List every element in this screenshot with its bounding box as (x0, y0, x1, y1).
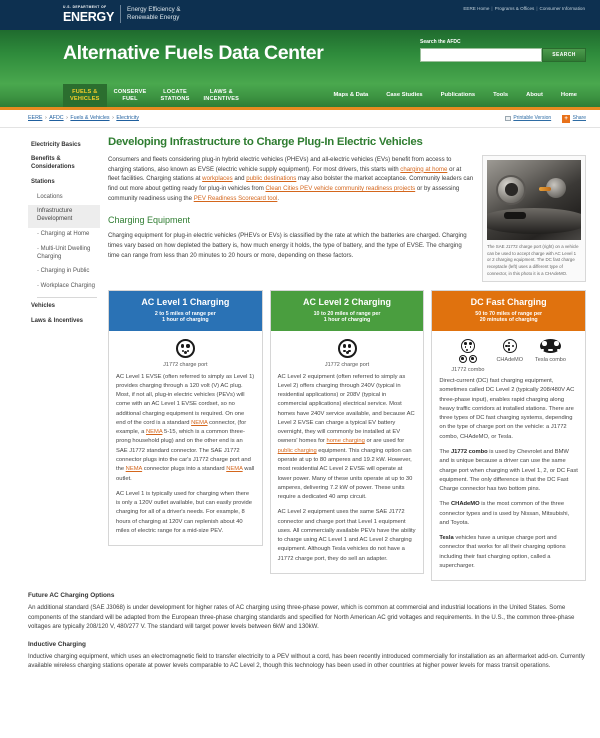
nav-fuels-vehicles-line1: FUELS & (72, 88, 98, 95)
share-label: Share (572, 114, 586, 121)
printable-version-label: Printable Version (513, 114, 552, 121)
dc-fast-receptacle-shape (496, 175, 526, 205)
charging-equipment-paragraph: Charging equipment for plug-in electric vehicles (PHEVs or EVs) is classified by the rate at which the batteries are charged. Charging times vary based on how depleted the battery is, how much energy it holds, the type of battery, and the type of EVSE. The charging time can range from less than 20 minutes to 20 hours or more, depending on these factors. (108, 232, 467, 259)
breadcrumb-sep-1: › (44, 114, 47, 121)
sidebar-item-laws-incentives[interactable]: Laws & Incentives (31, 317, 84, 324)
doe-energy-wordmark: ENERGY (63, 9, 114, 24)
breadcrumb-eere[interactable]: EERE (28, 114, 43, 121)
charge-port-photo-card (482, 155, 586, 282)
charge-port-photo-caption: The SAE J1772 charge port (right) on a vehicle can be used to accept charge with AC Level 1 or 2 charging equipment. The DC fast charge receptacle (left) uses a different type of connector, in this photo it is a CHAdeMO. (487, 244, 579, 276)
tesla-combo-connector-icon (540, 339, 561, 353)
eere-office-name (121, 6, 181, 22)
eere-office-line2: Renewable Energy (127, 14, 180, 22)
card-ac-level-2-title: AC Level 2 Charging (302, 297, 392, 308)
card-ac-level-2-port-label: J1772 charge port (324, 362, 370, 369)
nav-conserve-fuel[interactable] (107, 84, 154, 107)
card-ac-level-2-paragraph-1: AC Level 2 equipment (often referred to simply as Level 2) offers charging through 240V (typical in residential applications) or 208V (typical in commercial applications) electrical service. Most homes have 240V service available, and because AC Level 2 EVSE can charge a typical EV battery overnight, they will commonly be installed at EV owners' homes for home charging or are used for public charging equipment. This charging option can operate at up to 80 amperes and 19.2 kW. However, most residential AC Level 2 EVSE will operate at lower power. Many of these units operate at up to 30 amperes, delivering 7.2 kW of power. These units require a dedicated 40 amp circuit. (277, 373, 415, 501)
card-dc-port-label-tesla-combo: Tesla combo (535, 357, 566, 364)
sidebar-item-electricity-basics[interactable]: Electricity Basics (31, 141, 81, 148)
card-ac-level-1-ports (116, 339, 255, 369)
sidebar-item-benefits-considerations[interactable]: Benefits & Considerations (31, 156, 75, 171)
card-dc-fast-charging-subtitle-line1: 50 to 70 miles of range per (475, 310, 543, 317)
nav-maps-data[interactable]: Maps & Data (333, 92, 369, 99)
card-dc-port-label-chademo: CHAdeMO (496, 357, 524, 364)
card-dc-paragraph-4: Tesla vehicles have a unique charge port and connector that works for all their charging options including their fast charging option, called a supercharger. (439, 535, 566, 569)
printable-version-button[interactable] (505, 115, 551, 122)
main-navigation (0, 84, 600, 110)
share-button[interactable] (562, 115, 586, 123)
search-label: Search the AFDC (420, 39, 461, 45)
card-ac-level-2-paragraph-2: AC Level 2 equipment uses the same SAE J1772 connector and charge port that Level 1 equipment uses. All commercially available PEVs have the ability to charge using AC Level 1 and AC Level 2 charging equipment. Although Tesla vehicles do not have a J1772 charge port, they do sell an adapter. (277, 509, 416, 562)
photo-highlight (539, 187, 551, 191)
search-input[interactable] (420, 48, 542, 62)
breadcrumb-sep-3: › (112, 114, 114, 121)
left-sidebar (14, 136, 100, 581)
nav-about[interactable]: About (526, 92, 543, 99)
future-ac-charging-heading: Future AC Charging Options (28, 592, 115, 600)
breadcrumb-fuels-vehicles[interactable]: Fuels & Vehicles (70, 114, 110, 121)
photo-vent-shape (504, 212, 526, 219)
doe-top-bar (0, 0, 600, 30)
share-plus-icon: + (562, 115, 570, 123)
card-ac-level-1-title: AC Level 1 Charging (141, 297, 230, 308)
j1772-connector-icon (338, 339, 357, 358)
site-search (420, 39, 586, 62)
card-dc-fast-charging-body (432, 331, 585, 580)
link-programs-offices[interactable]: Programs & Offices (494, 6, 535, 11)
card-dc-fast-charging-header (432, 291, 585, 331)
intro-paragraph: Consumers and fleets considering plug-in hybrid electric vehicles (PHEVs) and all-electric vehicles (EVs) benefit from access to charging stations, also known as EVSE (electric vehicle supply equipment). For most drivers, this starts with charging at home or at fleet facilities. Charging stations at workplaces and public destinations may also bolster the market acceptance. Community leaders can find out more about getting ready for plug-in vehicles from Clean Cities PEV vehicle community readiness projects or by assessing community readiness using the PEV Readiness Scorecard tool. (108, 156, 474, 202)
card-ac-level-1-paragraph-2: AC Level 1 is typically used for charging when there is only a 120V outlet available, but can easily provide charging for all of a driver's needs. For example, 8 hours of charging at 120V can replenish about 40 miles of electric range for a mid-size PEV. (116, 490, 252, 534)
j1772-combo-pin-right (469, 355, 477, 363)
nav-publications[interactable]: Publications (440, 92, 476, 99)
nav-tools[interactable]: Tools (493, 92, 509, 99)
main-content (100, 136, 586, 581)
inductive-charging-heading: Inductive Charging (28, 640, 86, 648)
card-ac-level-2-ports (278, 339, 417, 369)
eere-office-line1: Energy Efficiency & (127, 6, 181, 14)
intro-column (108, 155, 474, 282)
sidebar-divider (37, 297, 97, 298)
search-button[interactable]: SEARCH (542, 48, 586, 62)
card-ac-level-2-subtitle-line1: 10 to 20 miles of range per (313, 310, 381, 317)
card-ac-level-1-subtitle-line2: 1 hour of charging (162, 317, 209, 324)
future-ac-charging-body: An additional standard (SAE J3068) is under development for higher rates of AC charging using three-phase power, which is common at commercial and industrial locations in the United States. Some components of the standard will be adapted from the European three-phase charging standards and specified for North American AC grid voltages and requirements. In the U.S., the common three-phase voltages are typically 208/120 V, 480/277 V. The standard will target power levels between 6kW and 130kW. (28, 604, 575, 631)
card-ac-level-1-subtitle-line1: 2 to 5 miles of range per (154, 310, 216, 317)
card-ac-level-2-subtitle-line2: 1 hour of charging (323, 317, 371, 324)
charging-equipment-heading: Charging Equipment (108, 215, 191, 226)
eere-utility-links: EERE Home | Programs & Offices | Consumer Information (463, 6, 585, 11)
card-dc-fast-charging-subtitle-line2: 20 minutes of charging (479, 317, 538, 324)
sidebar-item-charging-in-public[interactable]: - Charging in Public (28, 265, 100, 280)
nav-laws-incentives-line1: LAWS & (209, 88, 233, 95)
card-dc-fast-charging (431, 290, 586, 581)
sidebar-item-charging-at-home[interactable]: - Charging at Home (28, 228, 100, 243)
card-ac-level-1 (108, 290, 263, 546)
doe-department-text: U.S. DEPARTMENT OF (63, 5, 107, 9)
card-ac-level-2-body (271, 331, 424, 572)
link-eere-home[interactable]: EERE Home (463, 6, 490, 11)
nav-locate-stations[interactable] (153, 84, 196, 107)
j1772-combo-pin-left (459, 355, 467, 363)
nav-fuels-vehicles[interactable] (63, 84, 107, 107)
page-title: Developing Infrastructure to Charge Plug-In Electric Vehicles (108, 136, 423, 148)
card-ac-level-2-header (271, 291, 424, 331)
card-dc-port-label-j1772-combo: J1772 combo (451, 366, 485, 373)
card-dc-fast-charging-title: DC Fast Charging (470, 297, 547, 308)
sidebar-item-locations[interactable]: Locations (37, 193, 63, 200)
sidebar-item-workplace-charging[interactable]: - Workplace Charging (28, 280, 100, 295)
nav-laws-incentives-line2: INCENTIVES (203, 95, 240, 102)
inductive-charging-body: Inductive charging equipment, which uses an electromagnetic field to transfer electricity to a PEV without a cord, has been recently introduced commercially for installation as an aftermarket add-on. Currently available wireless charging stations operate at power levels comparable to AC Level 2, though this technology has been used in other countries at higher power levels for mass transit operations. (28, 653, 585, 670)
nav-case-studies[interactable]: Case Studies (386, 92, 423, 99)
card-dc-fast-charging-ports (439, 339, 578, 374)
sidebar-item-multi-unit-dwelling-charging[interactable]: - Multi-Unit Dwelling Charging (28, 242, 100, 265)
secondary-navigation (324, 84, 600, 107)
j1772-combo-connector-icon (458, 339, 477, 363)
charging-level-cards (108, 290, 586, 581)
page-body (0, 128, 600, 581)
card-dc-paragraph-2: The J1772 combo is used by Chevrolet and BMW and is unique because a driver can use the same charge port when charging with Level 1, 2, or DC Fast equipment. The only difference is that the DC Fast Charge connector has two bottom pins. (439, 448, 578, 493)
breadcrumb-afdc[interactable]: AFDC (49, 114, 64, 121)
page-tools (505, 115, 586, 123)
breadcrumb (28, 115, 139, 123)
nav-conserve-fuel-line1: CONSERVE (113, 88, 147, 95)
card-ac-level-1-paragraph-1: AC Level 1 EVSE (often referred to simply as Level 1) provides charging through a 120 volt (V) AC plug. Most, if not all, plug-in electric vehicles (PEVs) will come with an AC Level 1 EVSE cordset, so no additional charging equipment is required. On one end of the cord is a standard NEMA connector, (for example, a NEMA 5-15, which is a common three-prong household plug) and on the other end is an SAE J1772 standard connector. The SAE J1772 connector plugs into the car's J1772 charge port and the NEMA connector plugs into a standard NEMA wall outlet. (116, 373, 255, 482)
breadcrumb-sep-2: › (66, 114, 68, 121)
card-dc-paragraph-3: The CHAdeMO is the most common of the three connector types and is used by Nissan, Mitsubishi, and Toyota. (439, 501, 570, 526)
j1772-connector-icon (176, 339, 195, 358)
printer-icon (505, 116, 511, 121)
nav-conserve-fuel-line2: FUEL (122, 95, 138, 102)
card-ac-level-2 (270, 290, 425, 574)
card-ac-level-1-header (109, 291, 262, 331)
charge-port-photo (487, 160, 581, 240)
sidebar-item-vehicles[interactable]: Vehicles (31, 303, 56, 310)
card-ac-level-1-body (109, 331, 262, 545)
sidebar-item-infrastructure-development[interactable]: Infrastructure Development (28, 205, 100, 228)
card-ac-level-1-port-label: J1772 charge port (163, 362, 208, 369)
card-dc-paragraph-1: Direct-current (DC) fast charging equipment, sometimes called DC Level 2 (typically 208/480V AC three-phase input), enables rapid charging along heavy traffic corridors at installed stations. There are three types of DC fast charging systems, depending on the type of charge port on the vehicle: a J1772 combo, CHAdeMO, or Tesla. (439, 378, 575, 440)
site-title: Alternative Fuels Data Center (63, 42, 324, 64)
nav-home[interactable]: Home (560, 92, 577, 99)
photo-bumper-shape (487, 208, 581, 234)
nav-fuels-vehicles-line2: VEHICLES (70, 95, 100, 102)
breadcrumb-electricity[interactable]: Electricity (116, 114, 139, 121)
bottom-sections (0, 581, 600, 671)
sidebar-item-stations[interactable]: Stations (31, 178, 55, 185)
chademo-connector-icon (503, 339, 517, 353)
j1772-combo-upper-shape (461, 339, 475, 353)
nav-locate-stations-line1: LOCATE (163, 88, 187, 95)
site-banner (0, 30, 600, 84)
nav-laws-incentives[interactable] (197, 84, 247, 107)
doe-logo-mark (63, 5, 121, 23)
link-consumer-information[interactable]: Consumer Information (539, 6, 585, 11)
nav-locate-stations-line2: STATIONS (160, 95, 190, 102)
breadcrumb-row (0, 110, 600, 128)
